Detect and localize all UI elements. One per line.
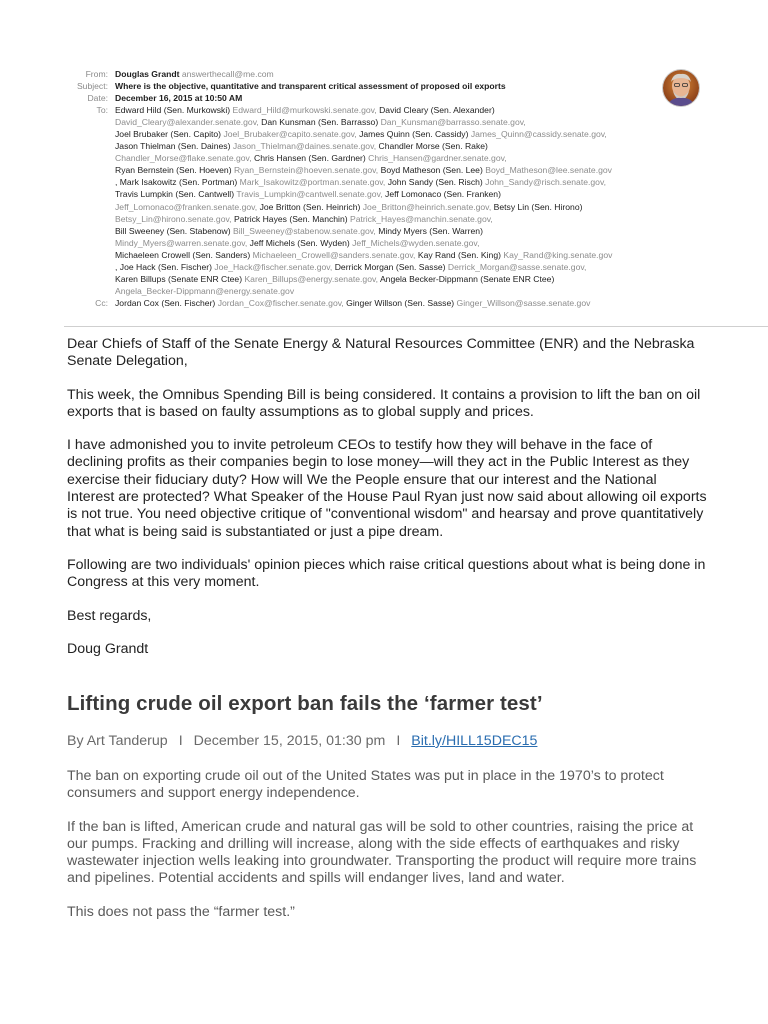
paragraph-3: Following are two individuals' opinion pieces which raise critical questions about what is being done in Congress at this very moment.	[67, 556, 706, 591]
recipient-email[interactable]: Mindy_Myers@warren.senate.gov,	[115, 237, 248, 248]
recipient-email[interactable]: Joel_Brubaker@capito.senate.gov,	[223, 129, 357, 140]
recipient-name: Bill Sweeney (Sen. Stabenow)	[115, 225, 231, 236]
recipient-line	[115, 249, 703, 261]
paragraph-1: This week, the Omnibus Spending Bill is being considered. It contains a provision to lift the ban on oil exports that is based on faulty assumptions as to global supply and prices.	[67, 386, 701, 420]
paragraph-2: I have admonished you to invite petroleum CEOs to testify how they will behave in the face of declining profits as their companies begin to lose money—will they act in the Public Interest as they exercise their fiduciary duty? How will We the People ensure that our interest and the National Interest are protected? What Speaker of the House Paul Ryan just now said about allowing oil exports is not true. You need objective critique of "conventional wisdom" and hearsay and prove quantitatively that what is being said is substantiated or just a pipe dream.	[67, 437, 707, 540]
recipient-email[interactable]: Chandler_Morse@flake.senate.gov,	[115, 153, 252, 164]
from-row	[0, 68, 768, 80]
recipient-email[interactable]: Jeff_Michels@wyden.senate.gov,	[352, 237, 480, 248]
recipient-email[interactable]: John_Sandy@risch.senate.gov,	[485, 177, 606, 188]
subject-label: Subject:	[76, 81, 108, 92]
recipient-line	[115, 188, 703, 200]
recipient-line	[115, 116, 703, 128]
recipient-name: Boyd Matheson (Sen. Lee)	[380, 165, 483, 176]
article-body	[67, 768, 707, 937]
recipient-name: Jeff Lomonaco (Sen. Franken)	[385, 189, 501, 200]
byline-separator-2: I	[396, 733, 401, 749]
recipient-line	[115, 128, 703, 140]
cc-recipient-list	[115, 297, 703, 309]
cc-label: Cc:	[95, 297, 108, 308]
to-label: To:	[96, 105, 108, 116]
recipient-email[interactable]: Jordan_Cox@fischer.senate.gov,	[217, 297, 344, 308]
recipient-name: Patrick Hayes (Sen. Manchin)	[233, 213, 348, 224]
recipient-line	[115, 237, 703, 249]
sender-email[interactable]: answerthecall@me.com	[181, 69, 274, 79]
recipient-line	[115, 152, 703, 164]
recipient-name: John Sandy (Sen. Risch)	[387, 177, 483, 188]
recipient-name: Dan Kunsman (Sen. Barrasso)	[261, 117, 379, 128]
recipient-line	[115, 164, 703, 176]
email-header	[0, 68, 768, 309]
date-row	[0, 92, 768, 104]
recipient-name: Karen Billups (Senate ENR Ctee)	[115, 273, 243, 284]
recipient-name: James Quinn (Sen. Cassidy)	[359, 129, 469, 140]
recipient-name: Jeff Michels (Sen. Wyden)	[249, 237, 350, 248]
recipient-email[interactable]: Bill_Sweeney@stabenow.senate.gov,	[233, 225, 376, 236]
recipient-line	[115, 261, 703, 273]
header-divider	[64, 326, 768, 327]
subject-row	[0, 80, 768, 92]
recipient-name: Betsy Lin (Sen. Hirono)	[493, 201, 583, 212]
recipient-email[interactable]: Chris_Hansen@gardner.senate.gov,	[368, 153, 507, 164]
recipient-name: , Joe Hack (Sen. Fischer)	[115, 261, 212, 272]
recipient-line	[115, 201, 703, 213]
recipient-line	[115, 273, 703, 285]
subject-text: Where is the objective, quantitative and transparent critical assessment of proposed oil exports	[115, 81, 506, 92]
recipient-email[interactable]: Joe_Britton@heinrich.senate.gov,	[362, 201, 492, 212]
signature: Doug Grandt	[67, 640, 149, 657]
recipient-name: David Cleary (Sen. Alexander)	[379, 105, 495, 116]
recipient-name: Jordan Cox (Sen. Fischer)	[115, 297, 216, 308]
date-text: December 16, 2015 at 10:50 AM	[115, 93, 243, 104]
recipient-name: Ryan Bernstein (Sen. Hoeven)	[115, 165, 232, 176]
recipient-name: Derrick Morgan (Sen. Sasse)	[334, 261, 446, 272]
recipient-name: Chris Hansen (Sen. Gardner)	[253, 153, 366, 164]
recipient-email[interactable]: Kay_Rand@king.senate.gov	[503, 249, 613, 260]
article-date: December 15, 2015, 01:30 pm	[193, 733, 386, 749]
recipient-email[interactable]: Travis_Lumpkin@cantwell.senate.gov,	[236, 189, 383, 200]
recipient-email[interactable]: David_Cleary@alexander.senate.gov,	[115, 117, 259, 128]
recipient-line	[115, 297, 703, 309]
recipient-email[interactable]: Boyd_Matheson@lee.senate.gov	[485, 165, 612, 176]
byline-separator: I	[178, 733, 183, 749]
recipient-email[interactable]: Jason_Thielman@daines.senate.gov,	[232, 141, 377, 152]
article-title: Lifting crude oil export ban fails the ‘farmer test’	[67, 692, 543, 715]
recipient-email[interactable]: Derrick_Morgan@sasse.senate.gov,	[447, 261, 587, 272]
article-paragraph-3: This does not pass the “farmer test.”	[67, 903, 295, 920]
recipient-email[interactable]: Betsy_Lin@hirono.senate.gov,	[115, 213, 232, 224]
recipient-name: , Mark Isakowitz (Sen. Portman)	[115, 177, 238, 188]
recipient-email[interactable]: Ryan_Bernstein@hoeven.senate.gov,	[233, 165, 379, 176]
recipient-name: Kay Rand (Sen. King)	[417, 249, 501, 260]
recipient-email[interactable]: Karen_Billups@energy.senate.gov,	[244, 273, 379, 284]
recipient-email[interactable]: Edward_Hild@murkowski.senate.gov,	[232, 105, 377, 116]
recipient-line	[115, 225, 703, 237]
recipient-email[interactable]: Jeff_Lomonaco@franken.senate.gov,	[115, 201, 258, 212]
recipient-name: Jason Thielman (Sen. Daines)	[115, 141, 231, 152]
recipient-line	[115, 285, 703, 297]
article-paragraph-1: The ban on exporting crude oil out of the United States was put in place in the 1970’s to protect consumers and support energy independence.	[67, 768, 664, 802]
recipient-name: Travis Lumpkin (Sen. Cantwell)	[115, 189, 235, 200]
article-author: By Art Tanderup	[67, 733, 168, 749]
recipient-line	[115, 176, 703, 188]
salutation: Dear Chiefs of Staff of the Senate Energy & Natural Resources Committee (ENR) and the Nebraska Senate Delegation,	[67, 336, 695, 370]
recipient-name: Angela Becker-Dippmann (Senate ENR Ctee)	[379, 273, 555, 284]
recipient-email[interactable]: Mark_Isakowitz@portman.senate.gov,	[239, 177, 386, 188]
closing: Best regards,	[67, 607, 152, 624]
from-label: From:	[85, 69, 108, 79]
recipient-email[interactable]: Dan_Kunsman@barrasso.senate.gov,	[380, 117, 526, 128]
recipient-name: Chandler Morse (Sen. Rake)	[378, 141, 488, 152]
recipient-name: Joe Britton (Sen. Heinrich)	[259, 201, 361, 212]
to-row	[0, 104, 768, 297]
recipient-line	[115, 104, 703, 116]
recipient-name: Ginger Willson (Sen. Sasse)	[346, 297, 455, 308]
sender-avatar	[663, 70, 699, 106]
recipient-email[interactable]: Angela_Becker-Dippmann@energy.senate.gov	[115, 285, 295, 296]
recipient-name: Michaeleen Crowell (Sen. Sanders)	[115, 249, 251, 260]
cc-row	[0, 297, 768, 309]
recipient-line	[115, 213, 703, 225]
recipient-email[interactable]: James_Quinn@cassidy.senate.gov,	[470, 129, 607, 140]
recipient-name: Edward Hild (Sen. Murkowski)	[115, 105, 231, 116]
date-label: Date:	[87, 93, 108, 104]
recipient-list	[115, 104, 703, 297]
article-link[interactable]: Bit.ly/HILL15DEC15	[411, 733, 538, 749]
recipient-email[interactable]: Joe_Hack@fischer.senate.gov,	[214, 261, 333, 272]
recipient-line	[115, 140, 703, 152]
article-byline	[67, 733, 537, 749]
recipient-name: Mindy Myers (Sen. Warren)	[378, 225, 483, 236]
sender-name: Douglas Grandt	[115, 69, 180, 79]
recipient-email[interactable]: Ginger_Willson@sasse.senate.gov	[456, 297, 591, 308]
letter-body	[67, 336, 707, 674]
recipient-email[interactable]: Patrick_Hayes@manchin.senate.gov,	[350, 213, 493, 224]
recipient-email[interactable]: Michaeleen_Crowell@sanders.senate.gov,	[252, 249, 416, 260]
article-paragraph-2: If the ban is lifted, American crude and natural gas will be sold to other countries, raising the price at our pumps. Fracking and drilling will increase, along with the side effects of earthquakes and risky wastewater injection wells leaking into groundwater. Transporting the product will require more trains and pipelines. Potential accidents and spills will endanger lives, land and water.	[67, 818, 697, 887]
recipient-name: Joel Brubaker (Sen. Capito)	[115, 129, 222, 140]
